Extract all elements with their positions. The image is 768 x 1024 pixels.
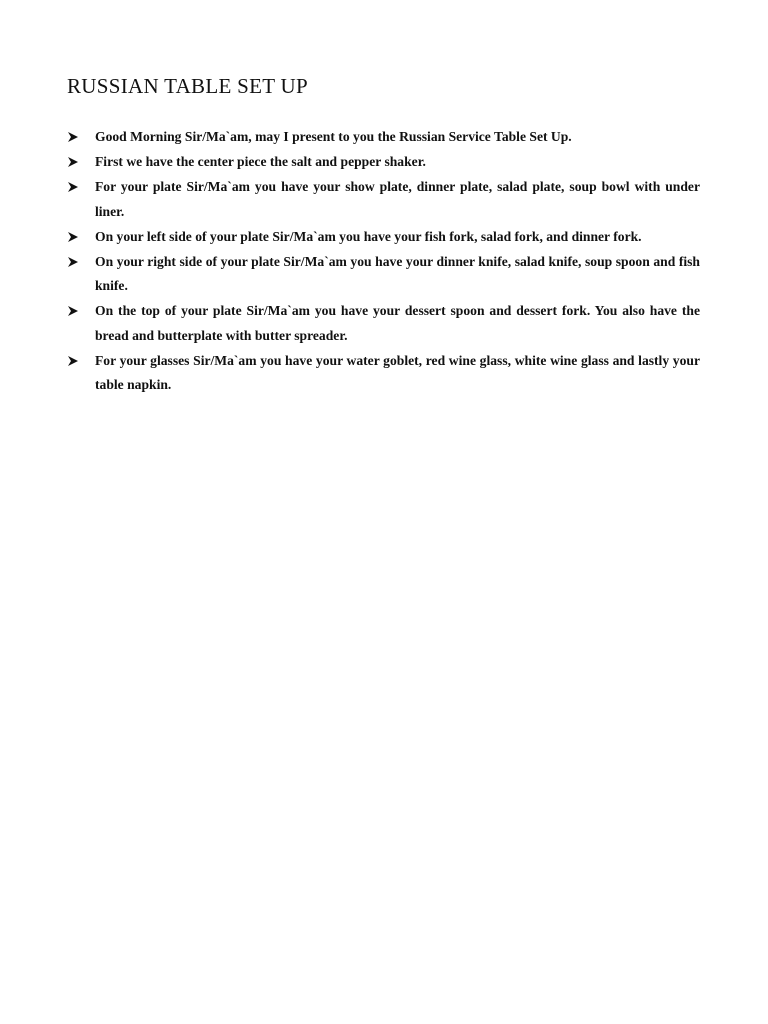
list-item-text: On your left side of your plate Sir/Ma`am you have your fish fork, salad fork, and dinner fork. (95, 228, 642, 244)
arrowhead-bullet-icon (67, 150, 81, 175)
bullet-list (67, 125, 700, 398)
list-item-text: On the top of your plate Sir/Ma`am you have your dessert spoon and dessert fork. You also have the bread and butterplate with butter spreader. (95, 303, 700, 343)
list-item (67, 225, 700, 250)
list-item-text: On your right side of your plate Sir/Ma`am you have your dinner knife, salad knife, soup spoon and fish knife. (95, 253, 700, 293)
list-item (67, 349, 700, 398)
arrowhead-bullet-icon (67, 250, 81, 275)
arrowhead-bullet-icon (67, 175, 81, 200)
arrowhead-bullet-icon (67, 225, 81, 250)
arrowhead-bullet-icon (67, 125, 81, 150)
arrowhead-bullet-icon (67, 299, 81, 324)
list-item-text: Good Morning Sir/Ma`am, may I present to you the Russian Service Table Set Up. (95, 129, 572, 144)
arrowhead-bullet-icon (67, 349, 81, 374)
list-item (67, 175, 700, 224)
page-title: RUSSIAN TABLE SET UP (67, 74, 308, 98)
list-item (67, 125, 700, 150)
list-item-text: For your plate Sir/Ma`am you have your show plate, dinner plate, salad plate, soup bowl with under liner. (95, 179, 700, 219)
list-item (67, 250, 700, 299)
list-item-text: For your glasses Sir/Ma`am you have your water goblet, red wine glass, white wine glass and lastly your table napkin. (95, 352, 700, 392)
list-item-text: First we have the center piece the salt and pepper shaker. (95, 154, 426, 169)
list-item (67, 150, 700, 175)
list-item (67, 299, 700, 348)
